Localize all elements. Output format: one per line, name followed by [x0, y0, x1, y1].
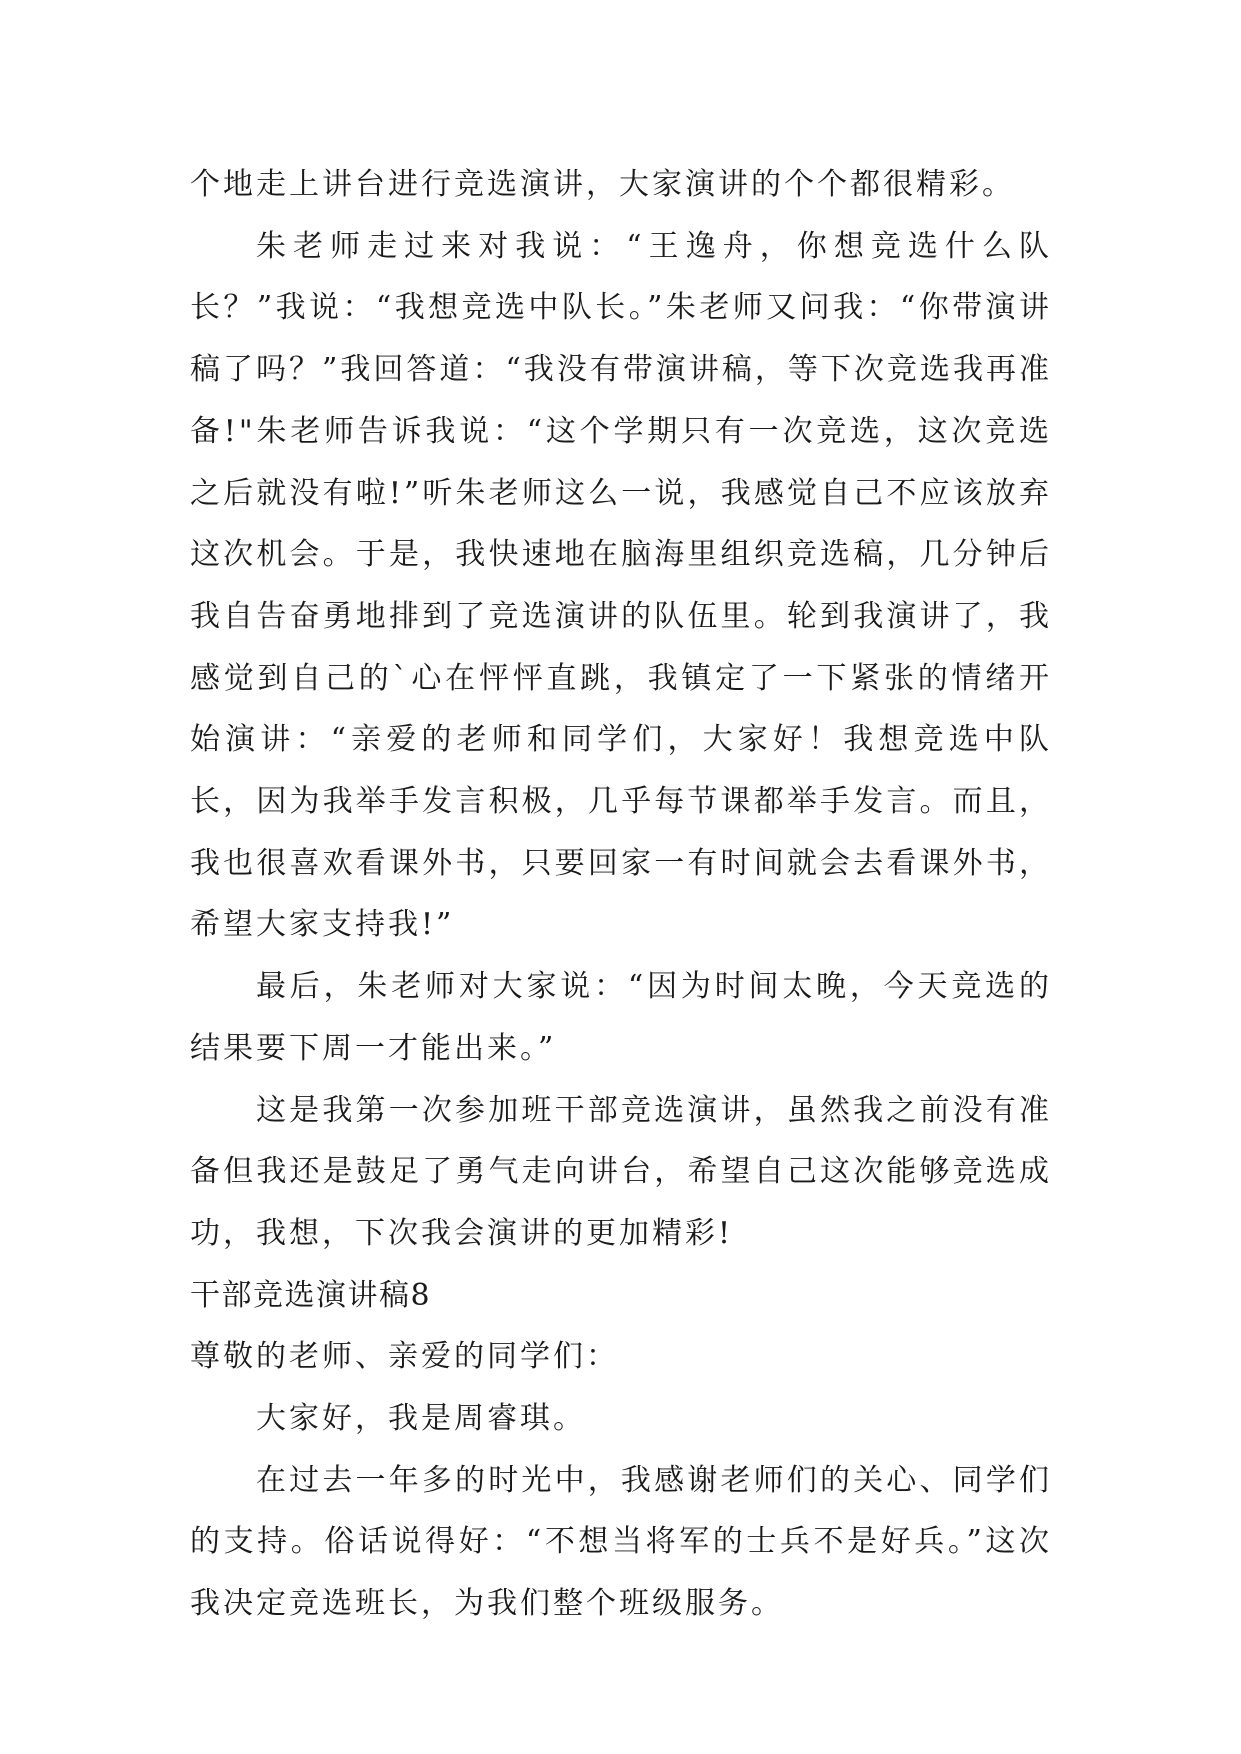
paragraph: 在过去一年多的时光中，我感谢老师们的关心、同学们的支持。俗话说得好：“不想当将军的士兵不是好兵。”这次我决定竞选班长，为我们整个班级服务。 — [190, 1462, 1052, 1622]
section-heading: 干部竞选演讲稿8 — [190, 1277, 432, 1313]
paragraph: 这是我第一次参加班干部竞选演讲，虽然我之前没有准备但我还是鼓足了勇气走向讲台，希望自己这次能够竞选成功，我想，下次我会演讲的更加精彩! — [190, 1092, 1052, 1251]
paragraph: 大家好，我是周睿琪。 — [256, 1401, 586, 1437]
salutation: 尊敬的老师、亲爱的同学们： — [190, 1339, 619, 1375]
document-page — [190, 154, 1052, 1635]
paragraph: 朱老师走过来对我说：“王逸舟，你想竞选什么队长？”我说：“我想竞选中队长。”朱老师又问我：“你带演讲稿了吗？”我回答道：“我没有带演讲稿，等下次竞选我再准备!"朱老师告诉我说：“这个学期只有一次竞选，这次竞选之后就没有啦!”听朱老师这么一说，我感觉自己不应该放弃这次机会。于是，我快速地在脑海里组织竞选稿，几分钟后我自告奋勇地排到了竞选演讲的队伍里。轮到我演讲了，我感觉到自己的`心在怦怦直跳，我镇定了一下紧张的情绪开始演讲：“亲爱的老师和同学们，大家好！我想竞选中队长，因为我举手发言积极，几乎每节课都举手发言。而且，我也很喜欢看课外书，只要回家一有时间就会去看课外书，希望大家支持我!” — [190, 228, 1052, 943]
paragraph: 最后，朱老师对大家说：“因为时间太晚，今天竞选的结果要下周一才能出来。” — [190, 969, 1052, 1066]
paragraph: 个地走上讲台进行竞选演讲，大家演讲的个个都很精彩。 — [190, 167, 1015, 202]
